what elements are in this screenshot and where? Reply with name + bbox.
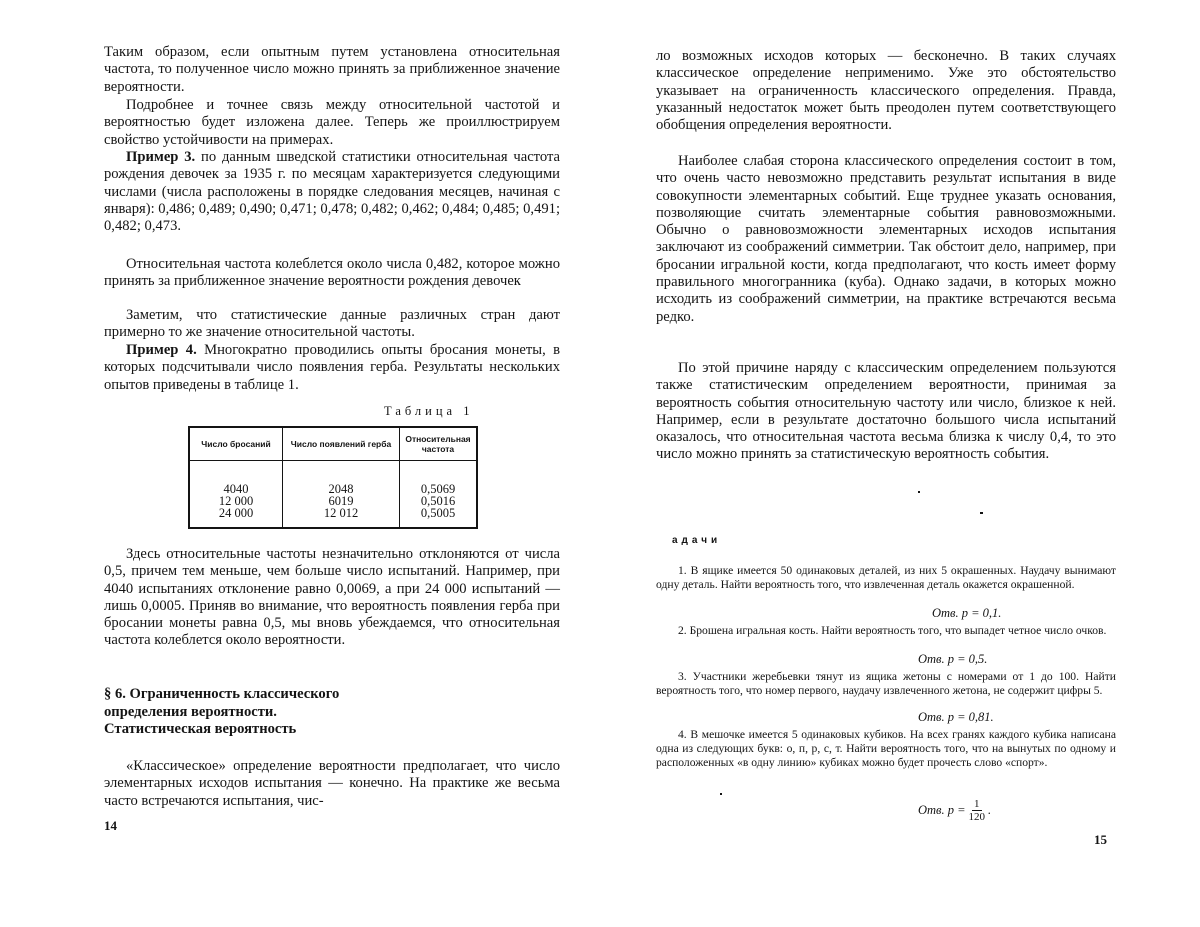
- table-caption: Таблица 1: [384, 404, 474, 418]
- answer-4-period: .: [988, 803, 992, 817]
- answer-4: [918, 798, 991, 823]
- section-heading-line: Статистическая вероятность: [104, 721, 297, 737]
- table-cell: 24 000: [218, 506, 254, 520]
- table-cell: 0,5069: [420, 482, 456, 496]
- table-cell: 4040: [223, 482, 249, 496]
- table-cell: 0,5016: [420, 494, 456, 508]
- paragraph-classical: «Классическое» определение вероятности предполагает, что число элементарных исходов испытания — конечно. На практике же весьма часто встречаются испытания, чис-: [104, 758, 560, 809]
- fraction: [969, 798, 986, 823]
- problems-heading: адачи: [672, 535, 722, 546]
- answer-1: Отв. p = 0,1.: [932, 606, 1002, 620]
- section-heading-line: § 6. Ограниченность классического: [104, 686, 340, 702]
- paragraph-example-3: [104, 149, 560, 235]
- section-heading-line: определения вероятности.: [104, 703, 277, 720]
- problem-3: 3. Участники жеребьевки тянут из ящика жетоны с номерами от 1 до 100. Найти вероятность того, что номер первого, наудачу извлеченного жетона, не содержит цифры 5.: [656, 670, 1116, 698]
- paragraph-table-discussion: Здесь относительные частоты незначительно отклоняются от числа 0,5, причем тем меньше, чем больше число испытаний. Например, при 4040 испытаниях отклонение равно 0,0069, а при 24 000 испытаний — лишь 0,0005. Приняв во внимание, что вероятность появления герба при бросании монеты равна 0,5, мы вновь убеждаемся, что относительная частота колеблется около вероятности.: [104, 546, 560, 649]
- table-cell: 0,5005: [420, 506, 456, 520]
- fraction-numerator: 1: [974, 798, 980, 810]
- answer-2: Отв. p = 0,5.: [918, 652, 988, 666]
- paragraph-countries: Заметим, что статистические данные различных стран дают примерно то же значение относительной частоты.: [104, 307, 560, 341]
- fraction-denominator: 120: [968, 811, 986, 823]
- example-4-label: Пример 4.: [126, 342, 197, 358]
- print-speck: [720, 793, 722, 795]
- coin-toss-table: [188, 426, 478, 529]
- example-3-label: Пример 3.: [126, 149, 196, 165]
- table-cell: 6019: [328, 494, 354, 508]
- problem-2: 2. Брошена игральная кость. Найти вероятность того, что выпадет четное число очков.: [678, 624, 1107, 637]
- table-cell: 12 012: [323, 506, 359, 520]
- example-4-text: Многократно проводились опыты бросания монеты, в которых подсчитывали число появления герба. Результаты нескольких опытов приведены в таблице 1.: [104, 342, 560, 393]
- table-cell: 2048: [328, 482, 354, 496]
- paragraph-statistical: По этой причине наряду с классическим определением пользуются также статистическим определением вероятности, принимая за вероятность события относительную частоту или число, близкое к ней. Например, если в результате достаточно большого числа испытаний оказалось, что относительная частота весьма близка к числу 0,4, то это число можно принять за статистическую вероятность события.: [656, 360, 1116, 463]
- paragraph-infinite-outcomes: ло возможных исходов которых — бесконечно. В таких случаях классическое определение неприменимо. Уже это обстоятельство указывает на ограниченность классического определения. Правда, указанный недостаток может быть преодолен путем соответствующего обобщения определения вероятности.: [656, 48, 1116, 134]
- answer-3: Отв. p = 0,81.: [918, 710, 994, 724]
- table-cell: 12 000: [218, 494, 254, 508]
- paragraph-example-4: [104, 342, 560, 394]
- table-header: Число бросаний: [189, 427, 283, 461]
- paragraph-weakness: Наиболее слабая сторона классического определения состоит в том, что очень часто невозможно представить результат испытания в виде совокупности элементарных событий. Еще труднее указать основания, позволяющие считать элементарные события равновозможными. Обычно о равновозможности элементарных исходов испытания заключают из соображений симметрии. Так обстоит дело, например, при бросании игральной кости, когда предполагают, что кость имеет форму правильного многогранника (куба). Однако задачи, в которых можно исходить из соображений симметрии, на практике встречаются весьма редко.: [656, 153, 1116, 325]
- table-header: Число появлений герба: [283, 427, 400, 461]
- paragraph-intro: Таким образом, если опытным путем установлена относительная частота, то полученное число можно принять за приближенное значение вероятности.: [104, 44, 560, 95]
- problem-1: 1. В ящике имеется 50 одинаковых деталей, из них 5 окрашенных. Наудачу вынимают одну деталь. Найти вероятность того, что извлеченная деталь окажется окрашенной.: [656, 564, 1116, 592]
- example-3-text: по данным шведской статистики относительная частота рождения девочек за 1935 г. по месяцам характеризуется следующими числами (числа расположены в порядке следования месяцев, начиная с января): 0,486; 0,489; 0,490; 0,471; 0,478; 0,482; 0,462; 0,484; 0,485; 0,491; 0,482; 0,473.: [104, 149, 561, 235]
- page-number-left: 14: [104, 818, 117, 833]
- print-speck: [918, 491, 920, 493]
- table-header: Относительная частота: [400, 427, 478, 461]
- page-number-right: 15: [1094, 832, 1107, 847]
- print-speck: [980, 512, 983, 514]
- answer-4-prefix: Отв. p =: [918, 803, 966, 817]
- section-heading: [104, 686, 339, 739]
- table-column-frequency: [400, 461, 478, 529]
- paragraph-relation: Подробнее и точнее связь между относительной частотой и вероятностью будет изложена далее. Теперь же проиллюстрируем свойство устойчивости на примерах.: [104, 97, 560, 148]
- problem-4: 4. В мешочке имеется 5 одинаковых кубиков. На всех гранях каждого кубика написана одна из следующих букв: о, п, р, с, т. Найти вероятность того, что на вынутых по одному и расположенных «в одну линию» кубиках можно будет прочесть слово «спорт».: [656, 728, 1116, 770]
- paragraph-girls-frequency: Относительная частота колеблется около числа 0,482, которое можно принять за приближенное значение вероятности рождения девочек: [104, 256, 560, 290]
- table-column-tosses: [189, 461, 283, 529]
- table-column-heads: [283, 461, 400, 529]
